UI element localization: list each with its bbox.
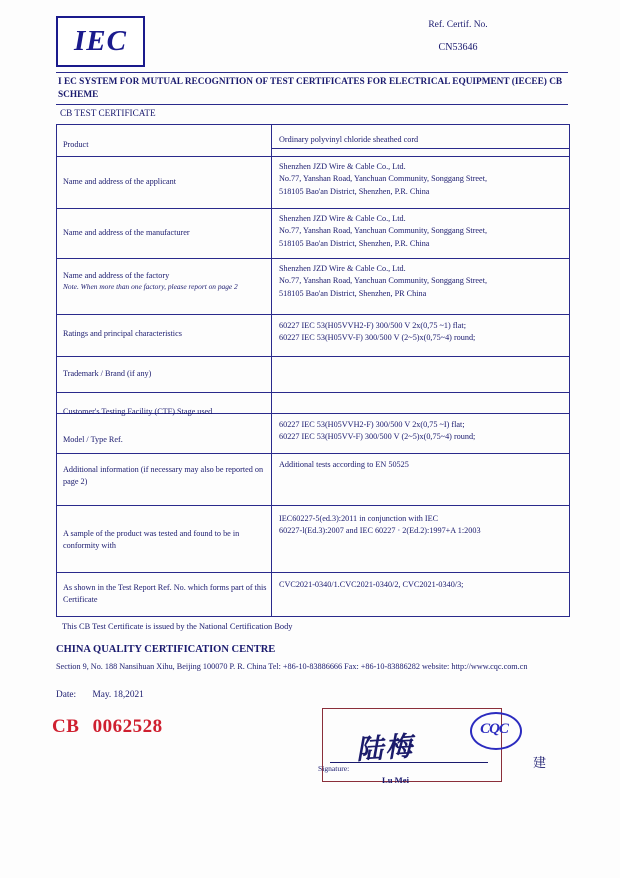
cqc-seal-text: CQC [480,720,508,737]
date-value: May. 18,2021 [92,690,144,700]
row-label-manufacturer: Name and address of the manufacturer [63,228,190,237]
table-row-divider [57,453,569,454]
row-label-test-report-ref: As shown in the Test Report Ref. No. which forms part of this Certificate [63,583,267,604]
table-row-divider [57,124,569,125]
document-header [56,16,568,70]
table-row-divider [57,208,569,209]
row-value-applicant: Shenzhen JZD Wire & Cable Co., Ltd. No.77, Yanshan Road, Yanchuan Community, Songgang Street, 518105 Bao'an District, Shenzhen, P.R. China [279,162,488,196]
signature-label: Signature: [318,764,350,773]
row-label-factory [63,270,267,293]
cqc-seal-icon [470,712,522,750]
table-row-divider [271,148,569,149]
table-row-divider [57,258,569,259]
row-label-factory-note: Note. When more than one factory, please report on page 2 [63,281,238,291]
certificate-table [56,124,570,617]
row-value-product: Ordinary polyvinyl chloride sheathed cord [279,135,419,144]
scheme-title: I EC SYSTEM FOR MUTUAL RECOGNITION OF TEST CERTIFICATES FOR ELECTRICAL EQUIPMENT (IECEE) CB SCHEME [58,77,563,100]
row-value-conformity: IEC60227-5(ed.3):2011 in conjunction with IEC 60227-l(Ed.3):2007 and IEC 60227 · 2(Ed.2):1997+A 1:2003 [279,514,481,536]
iec-logo-text: IEC [74,25,127,57]
row-value-ratings: 60227 IEC 53(H05VVH2-F) 300/500 V 2x(0,75 ~1) flat; 60227 IEC 53(H05VV-F) 300/500 V (2~5)x(0,75~4) round; [279,321,476,343]
table-row-divider [57,572,569,573]
ref-certif-label: Ref. Certif. No. [428,20,488,30]
table-column-divider [271,124,272,616]
row-label-additional-info: Additional information (if necessary may also be reported on page 2) [63,465,264,486]
table-row-divider [57,392,569,393]
table-row-divider [57,156,569,157]
row-value-manufacturer: Shenzhen JZD Wire & Cable Co., Ltd. No.77, Yanshan Road, Yanchuan Community, Songgang Street, 518105 Bao'an District, Shenzhen, P.R. China [279,214,488,248]
iec-logo [56,16,145,67]
row-label-ratings: Ratings and principal characteristics [63,329,182,338]
row-value-model-type: 60227 IEC 53(H05VVH2-F) 300/500 V 2x(0,75 ~I) flat; 60227 IEC 53(H05VV-F) 300/500 V (2~5)x(0,75~4) round; [279,420,476,442]
table-row-divider [57,356,569,357]
cb-test-certificate-heading: CB TEST CERTIFICATE [60,108,156,118]
divider-mid [56,104,568,105]
row-value-additional-info: Additional tests according to EN 50525 [279,460,409,469]
row-label-trademark: Trademark / Brand (if any) [63,369,152,378]
issued-by-line: This CB Test Certificate is issued by the National Certification Body [62,622,293,631]
cb-certificate-number [52,716,163,738]
table-row-divider [57,314,569,315]
row-label-product: Product [63,140,89,149]
row-label-factory-text: Name and address of the factory [63,271,170,280]
row-value-test-report-ref: CVC2021-0340/1.CVC2021-0340/2, CVC2021-0340/3; [279,580,464,589]
cb-number-value: 0062528 [92,716,163,737]
row-label-ctf-stage: Customer's Testing Facility (CTF) Stage used [63,407,213,416]
date-label: Date: [56,690,77,700]
signature-image: 陆梅 [355,731,416,766]
divider-top [56,72,568,73]
table-row-divider [57,505,569,506]
row-label-model-type: Model / Type Ref. [63,435,123,444]
signature-rule [330,762,488,763]
row-label-conformity: A sample of the product was tested and found to be in conformity with [63,529,240,550]
row-value-factory: Shenzhen JZD Wire & Cable Co., Ltd. No.77, Yanshan Road, Yanchuan Community, Songgang Street, 518105 Bao'an District, Shenzhen, PR China [279,264,488,298]
certification-body-name: CHINA QUALITY CERTIFICATION CENTRE [56,644,276,655]
date-line [56,690,144,700]
certification-body-address: Section 9, No. 188 Nansihuan Xihu, Beijing 100070 P. R. China Tel: +86-10-83886666 Fax: +86-10-83886282 website: http://www.cqc.com.cn [56,662,528,671]
seal-side-character: 建 [533,756,547,771]
row-label-applicant: Name and address of the applicant [63,177,176,186]
signatory-name: Lu Mei [382,775,409,785]
ref-certif-block [348,20,568,53]
ref-certif-number: CN53646 [438,42,478,53]
cb-label: CB [52,716,80,737]
